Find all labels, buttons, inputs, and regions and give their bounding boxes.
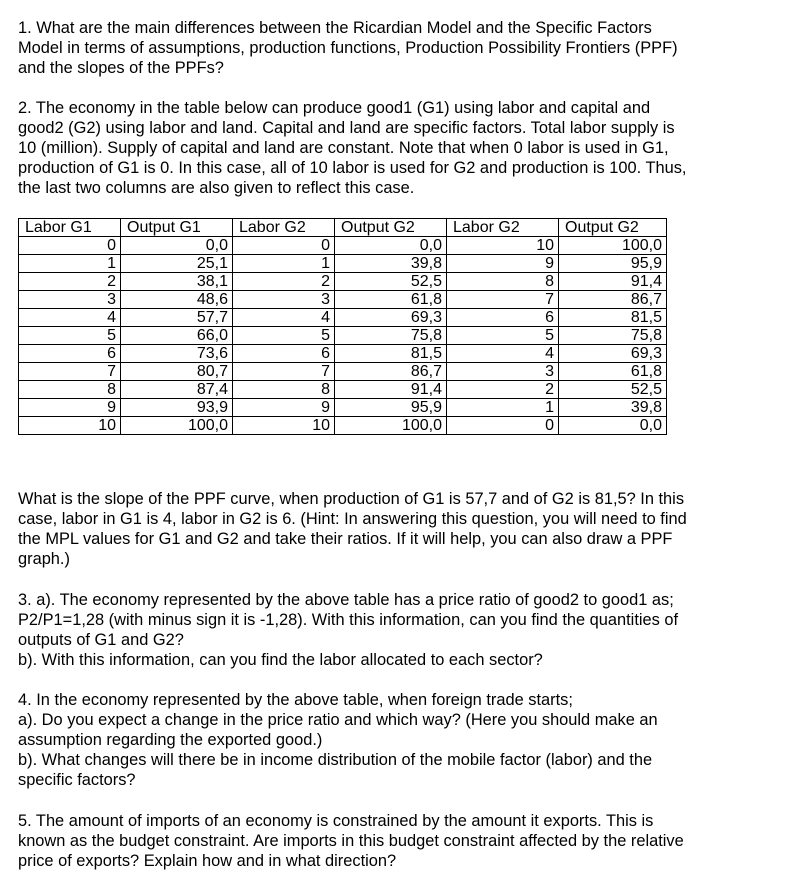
text-line: Model in terms of assumptions, production functions, Production Possibility Frontiers (PPF) <box>18 39 678 57</box>
question-2 <box>18 98 788 198</box>
table-cell: 10 <box>447 237 559 255</box>
table-cell: 2 <box>447 381 559 399</box>
text-line: b). What changes will there be in income distribution of the mobile factor (labor) and the <box>18 751 653 769</box>
table-cell: 52,5 <box>559 381 667 399</box>
text-line: 3. a). The economy represented by the above table has a price ratio of good2 to good1 as; <box>18 591 674 609</box>
text-line: and the slopes of the PPFs? <box>18 59 224 77</box>
question-5 <box>18 811 788 871</box>
table-cell: 7 <box>19 363 121 381</box>
table-cell: 0 <box>447 417 559 435</box>
table-cell: 0 <box>19 237 121 255</box>
table-cell: 3 <box>19 291 121 309</box>
table-cell: 2 <box>233 273 335 291</box>
table-cell: 69,3 <box>335 309 447 327</box>
text-line: price of exports? Explain how and in what direction? <box>18 852 397 870</box>
table-row <box>19 309 667 327</box>
table-cell: 1 <box>447 399 559 417</box>
table-row <box>19 237 667 255</box>
text-line: 1. What are the main differences between the Ricardian Model and the Specific Factors <box>18 19 652 37</box>
production-table <box>18 218 667 435</box>
table-row <box>19 345 667 363</box>
table-cell: 1 <box>19 255 121 273</box>
table-row <box>19 363 667 381</box>
table-cell: 73,6 <box>121 345 233 363</box>
table-cell: 38,1 <box>121 273 233 291</box>
table-cell: 0,0 <box>121 237 233 255</box>
table-cell: 75,8 <box>335 327 447 345</box>
table-cell: 9 <box>447 255 559 273</box>
table-cell: 5 <box>447 327 559 345</box>
table-cell: 4 <box>447 345 559 363</box>
text-line: 2. The economy in the table below can produce good1 (G1) using labor and capital and <box>18 99 651 117</box>
table-cell: 61,8 <box>559 363 667 381</box>
table-cell: 61,8 <box>335 291 447 309</box>
table-cell: 66,0 <box>121 327 233 345</box>
table-cell: 5 <box>233 327 335 345</box>
table-cell: 91,4 <box>335 381 447 399</box>
table-cell: 0,0 <box>559 417 667 435</box>
column-header: Labor G1 <box>19 219 121 237</box>
text-line: good2 (G2) using labor and land. Capital and land are specific factors. Total labor supply is <box>18 119 675 137</box>
table-cell: 100,0 <box>335 417 447 435</box>
text-line: 10 (million). Supply of capital and land are constant. Note that when 0 labor is used in G1, <box>18 139 669 157</box>
text-line: assumption regarding the exported good.) <box>18 731 323 749</box>
table-cell: 80,7 <box>121 363 233 381</box>
table-cell: 86,7 <box>559 291 667 309</box>
column-header: Output G2 <box>559 219 667 237</box>
column-header: Labor G2 <box>447 219 559 237</box>
table-cell: 39,8 <box>559 399 667 417</box>
table-cell: 7 <box>447 291 559 309</box>
table-cell: 95,9 <box>335 399 447 417</box>
question-4 <box>18 690 788 790</box>
table-cell: 81,5 <box>559 309 667 327</box>
table-cell: 48,6 <box>121 291 233 309</box>
table-row <box>19 327 667 345</box>
table-cell: 6 <box>447 309 559 327</box>
table-cell: 9 <box>19 399 121 417</box>
text-line: P2/P1=1,28 (with minus sign it is -1,28). With this information, can you find the quantities of <box>18 611 679 629</box>
table-cell: 4 <box>233 309 335 327</box>
table-cell: 5 <box>19 327 121 345</box>
table-cell: 39,8 <box>335 255 447 273</box>
text-line: b). With this information, can you find the labor allocated to each sector? <box>18 651 543 669</box>
table-cell: 57,7 <box>121 309 233 327</box>
question-1 <box>18 18 788 78</box>
table-cell: 87,4 <box>121 381 233 399</box>
table-cell: 100,0 <box>121 417 233 435</box>
table-cell: 9 <box>233 399 335 417</box>
table-cell: 0,0 <box>335 237 447 255</box>
table-row <box>19 255 667 273</box>
column-header: Output G2 <box>335 219 447 237</box>
question-2-followup <box>18 489 788 569</box>
text-line: the last two columns are also given to reflect this case. <box>18 179 415 197</box>
table-cell: 75,8 <box>559 327 667 345</box>
table-row <box>19 417 667 435</box>
text-line: a). Do you expect a change in the price ratio and which way? (Here you should make an <box>18 711 658 729</box>
question-3 <box>18 590 788 670</box>
table-cell: 3 <box>233 291 335 309</box>
text-line: the MPL values for G1 and G2 and take their ratios. If it will help, you can also draw a PPF <box>18 530 673 548</box>
table-cell: 10 <box>19 417 121 435</box>
table-row <box>19 381 667 399</box>
table-header-row <box>19 219 667 237</box>
text-line: What is the slope of the PPF curve, when production of G1 is 57,7 and of G2 is 81,5? In this <box>18 490 685 508</box>
text-line: outputs of G1 and G2? <box>18 631 184 649</box>
table-cell: 6 <box>233 345 335 363</box>
table-row <box>19 291 667 309</box>
text-line: case, labor in G1 is 4, labor in G2 is 6. (Hint: In answering this question, you will need to find <box>18 510 687 528</box>
table-cell: 8 <box>233 381 335 399</box>
table-cell: 86,7 <box>335 363 447 381</box>
table-cell: 52,5 <box>335 273 447 291</box>
table-cell: 93,9 <box>121 399 233 417</box>
column-header: Labor G2 <box>233 219 335 237</box>
table-cell: 6 <box>19 345 121 363</box>
table-row <box>19 273 667 291</box>
table-cell: 91,4 <box>559 273 667 291</box>
table-body <box>19 237 667 435</box>
table-cell: 3 <box>447 363 559 381</box>
text-line: 4. In the economy represented by the above table, when foreign trade starts; <box>18 691 573 709</box>
table-cell: 10 <box>233 417 335 435</box>
table-cell: 7 <box>233 363 335 381</box>
table-cell: 95,9 <box>559 255 667 273</box>
table-cell: 25,1 <box>121 255 233 273</box>
table-cell: 69,3 <box>559 345 667 363</box>
text-line: 5. The amount of imports of an economy is constrained by the amount it exports. This is <box>18 812 654 830</box>
text-line: specific factors? <box>18 771 136 789</box>
table-cell: 4 <box>19 309 121 327</box>
text-line: production of G1 is 0. In this case, all of 10 labor is used for G2 and production is 100. Thus, <box>18 159 687 177</box>
column-header: Output G1 <box>121 219 233 237</box>
text-line: known as the budget constraint. Are imports in this budget constraint affected by the relative <box>18 832 684 850</box>
table-cell: 81,5 <box>335 345 447 363</box>
table-cell: 100,0 <box>559 237 667 255</box>
text-line: graph.) <box>18 550 70 568</box>
table-cell: 8 <box>19 381 121 399</box>
table-cell: 0 <box>233 237 335 255</box>
table-cell: 2 <box>19 273 121 291</box>
table-cell: 8 <box>447 273 559 291</box>
table-row <box>19 399 667 417</box>
table-cell: 1 <box>233 255 335 273</box>
